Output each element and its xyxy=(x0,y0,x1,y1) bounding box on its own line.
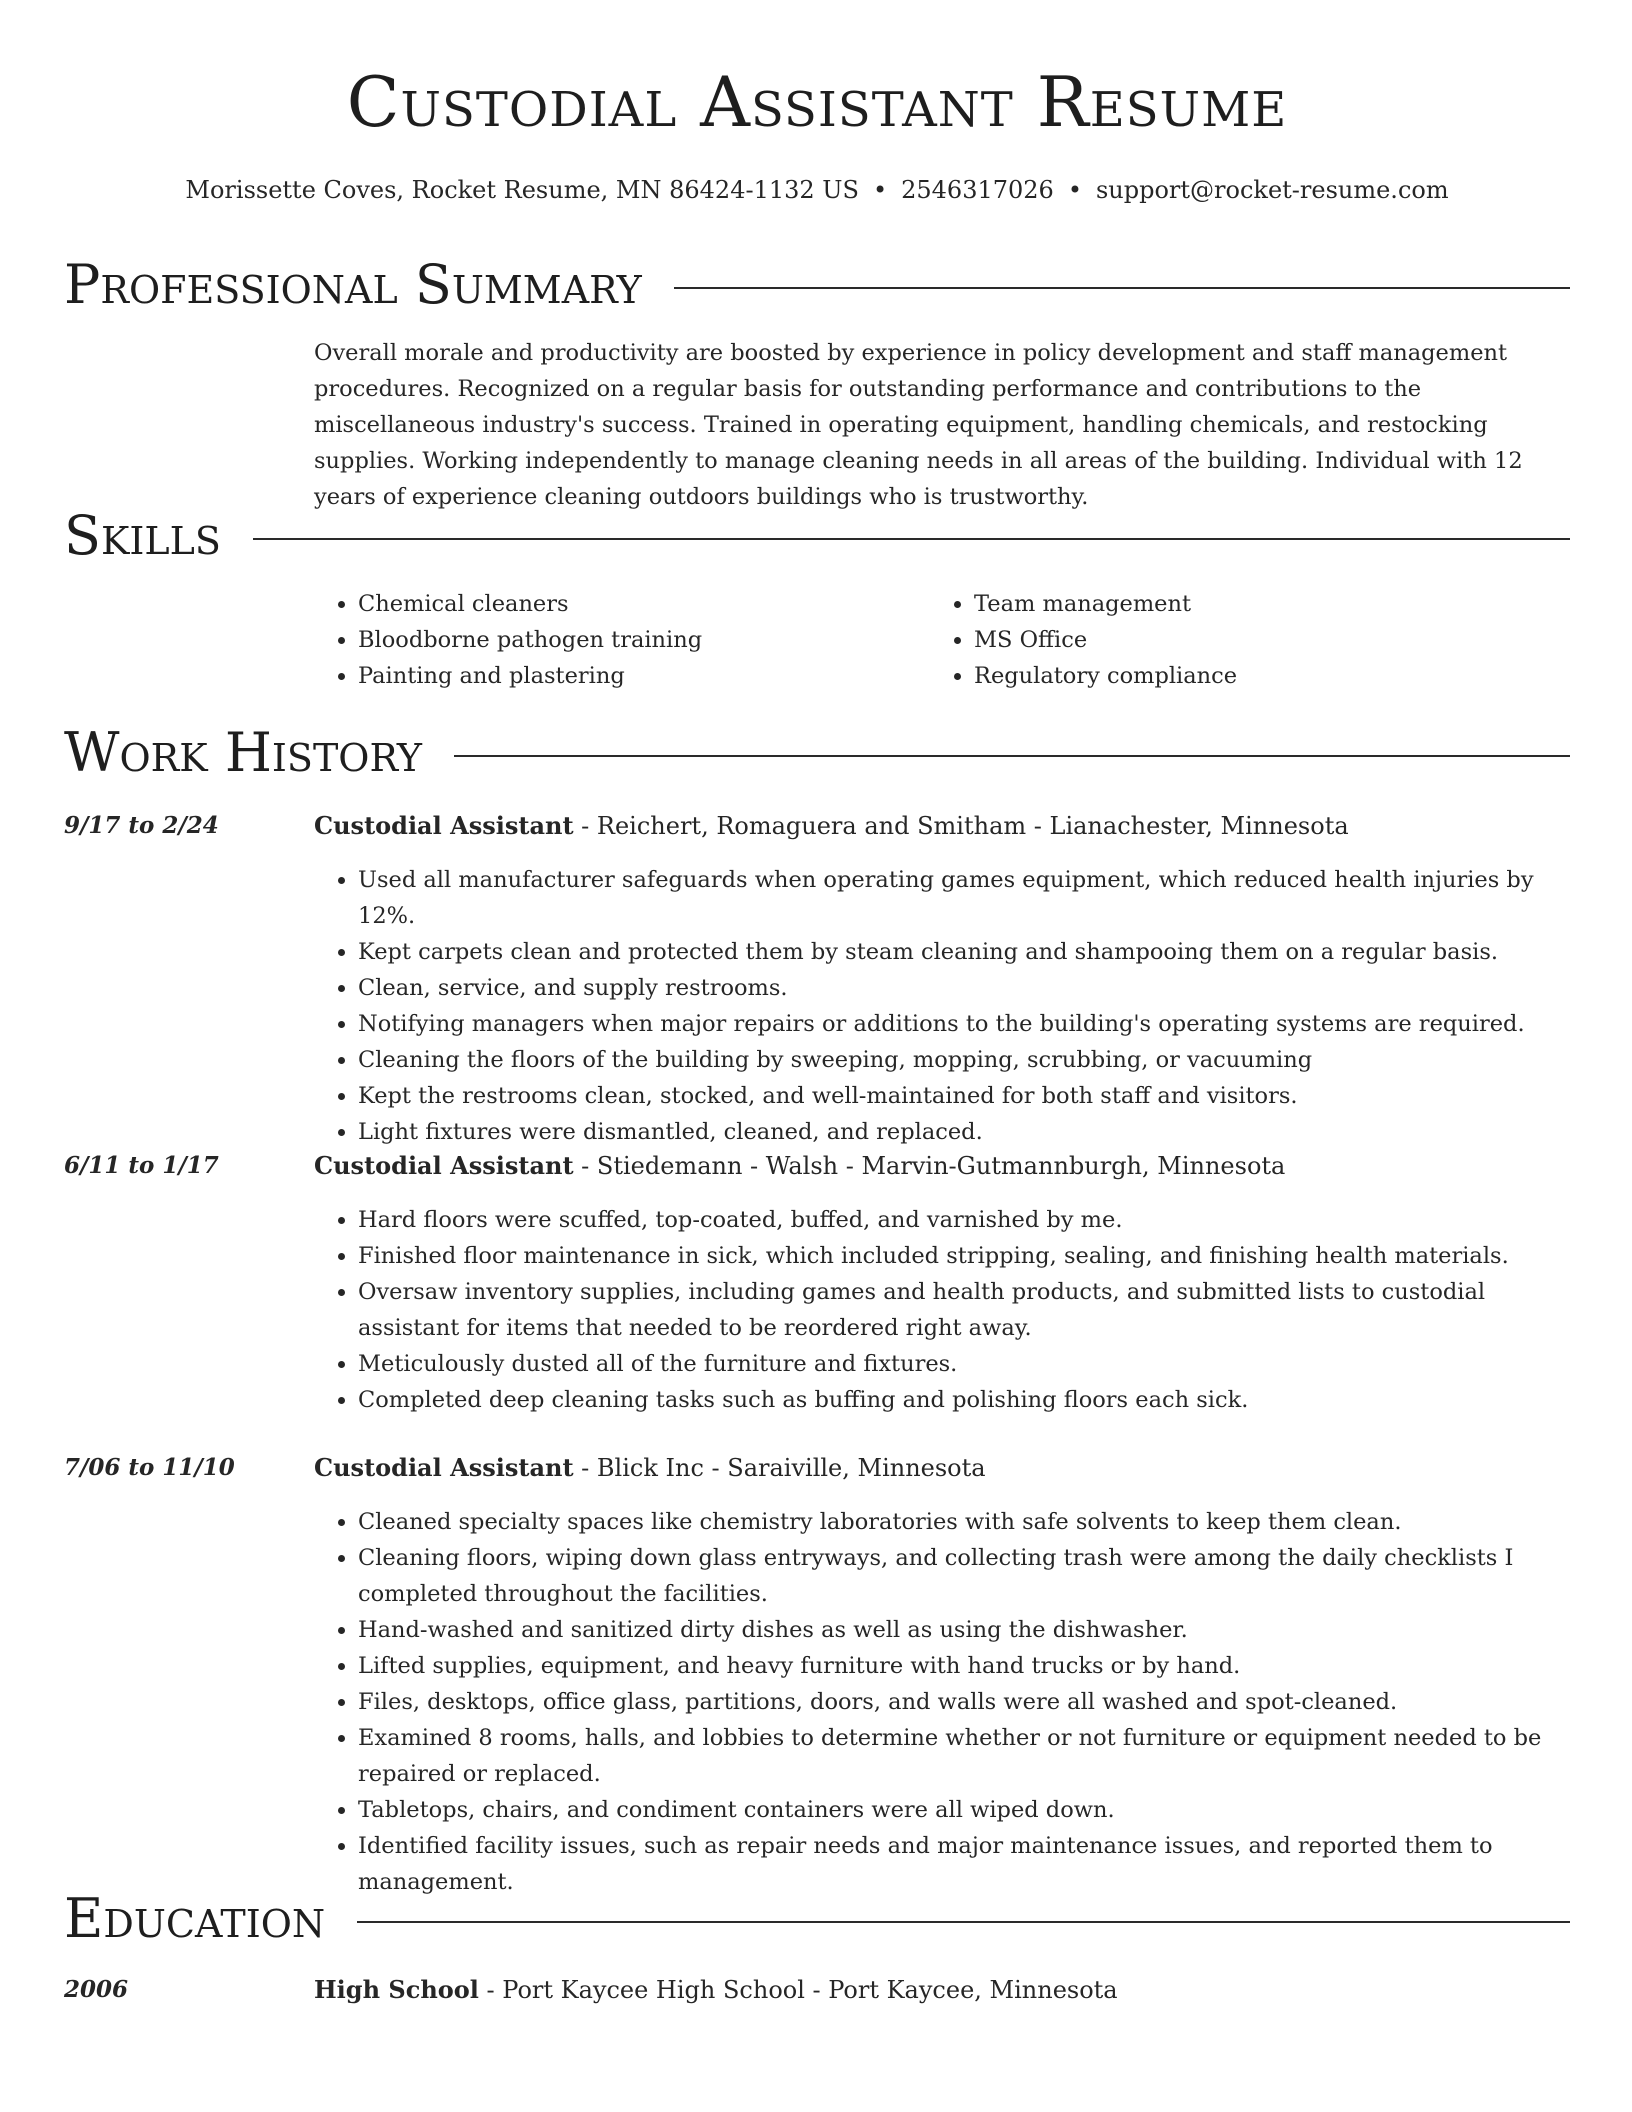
job-bullets xyxy=(314,1202,1570,1418)
job-bullet: • Identified facility issues, such as repair needs and major maintenance issues, and reported them to management. xyxy=(358,1828,1570,1900)
job-bullet: • Files, desktops, office glass, partitions, doors, and walls were all washed and spot-cleaned. xyxy=(358,1684,1570,1720)
education-degree: High School xyxy=(314,1975,479,2004)
skill-item: • Chemical cleaners xyxy=(358,586,930,622)
job-bullet: • Kept the restrooms clean, stocked, and well-maintained for both staff and visitors. xyxy=(358,1078,1570,1114)
skills-block xyxy=(314,586,1570,694)
contact-email: support@rocket-resume.com xyxy=(1095,176,1449,204)
job-bullet: • Meticulously dusted all of the furniture and fixtures. xyxy=(358,1346,1570,1382)
job-bullet: • Lifted supplies, equipment, and heavy furniture with hand trucks or by hand. xyxy=(358,1648,1570,1684)
skill-item: • Regulatory compliance xyxy=(974,658,1546,694)
skill-item: • Painting and plastering xyxy=(358,658,930,694)
job-details: - Blick Inc - Saraiville, Minnesota xyxy=(573,1454,986,1482)
job-bullet: • Notifying managers when major repairs or additions to the building's operating systems are required. xyxy=(358,1006,1570,1042)
job-bullets xyxy=(314,1504,1570,1900)
section-divider xyxy=(454,755,1570,757)
job-bullet: • Kept carpets clean and protected them by steam cleaning and shampooing them on a regular basis. xyxy=(358,934,1570,970)
job-title-line xyxy=(314,808,1570,844)
education-date: 2006 xyxy=(64,1976,129,2003)
contact-separator: • xyxy=(1067,176,1082,204)
section-divider xyxy=(253,538,1570,540)
skill-item: • Team management xyxy=(974,586,1546,622)
job-bullet: • Cleaning floors, wiping down glass entryways, and collecting trash were among the daily checklists I completed throughout the facilities. xyxy=(358,1540,1570,1612)
job-bullet: • Examined 8 rooms, halls, and lobbies to determine whether or not furniture or equipment needed to be repaired or replaced. xyxy=(358,1720,1570,1792)
education-entry xyxy=(314,1972,1570,2008)
contact-address: Morissette Coves, Rocket Resume, MN 86424-1132 US xyxy=(185,176,859,204)
section-title-summary: Professional Summary xyxy=(64,253,642,316)
job-bullet: • Cleaning the floors of the building by sweeping, mopping, scrubbing, or vacuuming xyxy=(358,1042,1570,1078)
job-role: Custodial Assistant xyxy=(314,811,574,840)
resume-title: Custodial Assistant Resume xyxy=(346,63,1288,143)
job-bullet: • Hand-washed and sanitized dirty dishes as well as using the dishwasher. xyxy=(358,1612,1570,1648)
section-divider xyxy=(357,1921,1570,1923)
section-header-work xyxy=(64,721,1570,785)
section-title-skills: Skills xyxy=(64,504,221,567)
job-date: 9/17 to 2/24 xyxy=(64,812,219,839)
job-title-line xyxy=(314,1148,1570,1184)
job-bullet: • Cleaned specialty spaces like chemistry laboratories with safe solvents to keep them clean. xyxy=(358,1504,1570,1540)
job-role: Custodial Assistant xyxy=(314,1151,574,1180)
contact-line xyxy=(64,173,1570,207)
job-bullet: • Hard floors were scuffed, top-coated, buffed, and varnished by me. xyxy=(358,1202,1570,1238)
skills-list-left xyxy=(314,586,930,694)
section-title-education: Education xyxy=(64,1887,326,1950)
skills-list-right xyxy=(930,586,1546,694)
skill-item: • MS Office xyxy=(974,622,1546,658)
job-bullet: • Clean, service, and supply restrooms. xyxy=(358,970,1570,1006)
job-bullets xyxy=(314,862,1570,1150)
job-bullet: • Tabletops, chairs, and condiment containers were all wiped down. xyxy=(358,1792,1570,1828)
contact-separator: • xyxy=(872,176,888,204)
education-line xyxy=(314,1972,1570,2008)
contact-phone: 2546317026 xyxy=(901,176,1054,204)
job-entry xyxy=(314,1148,1570,1418)
education-details: - Port Kaycee High School - Port Kaycee, Minnesota xyxy=(478,1976,1118,2004)
job-date: 7/06 to 11/10 xyxy=(64,1454,235,1481)
section-header-summary xyxy=(64,253,1570,317)
job-bullet: • Finished floor maintenance in sick, which included stripping, sealing, and finishing health materials. xyxy=(358,1238,1570,1274)
job-entry xyxy=(314,1450,1570,1900)
skill-item: • Bloodborne pathogen training xyxy=(358,622,930,658)
job-date: 6/11 to 1/17 xyxy=(64,1152,219,1179)
section-divider xyxy=(674,287,1570,289)
job-details: - Stiedemann - Walsh - Marvin-Gutmannburgh, Minnesota xyxy=(573,1152,1286,1180)
job-bullet: • Oversaw inventory supplies, including games and health products, and submitted lists to custodial assistant for items that needed to be reordered right away. xyxy=(358,1274,1570,1346)
section-header-education xyxy=(64,1887,1570,1951)
job-entry xyxy=(314,808,1570,1150)
job-bullet: • Light fixtures were dismantled, cleaned, and replaced. xyxy=(358,1114,1570,1150)
job-bullet: • Completed deep cleaning tasks such as buffing and polishing floors each sick. xyxy=(358,1382,1570,1418)
summary-text: Overall morale and productivity are boosted by experience in policy development and staff management procedures. Recognized on a regular basis for outstanding performance and contributions to the miscellaneous industry's success. Trained in operating equipment, handling chemicals, and restocking supplies. Working independently to manage cleaning needs in all areas of the building. Individual with 12 years of experience cleaning outdoors buildings who is trustworthy. xyxy=(314,340,1523,510)
summary-block xyxy=(314,335,1570,515)
section-header-skills xyxy=(64,504,1570,568)
job-title-line xyxy=(314,1450,1570,1486)
job-role: Custodial Assistant xyxy=(314,1453,574,1482)
section-title-work: Work History xyxy=(64,721,422,784)
job-bullet: • Used all manufacturer safeguards when operating games equipment, which reduced health injuries by 12%. xyxy=(358,862,1570,934)
job-details: - Reichert, Romaguera and Smitham - Lianachester, Minnesota xyxy=(573,812,1349,840)
